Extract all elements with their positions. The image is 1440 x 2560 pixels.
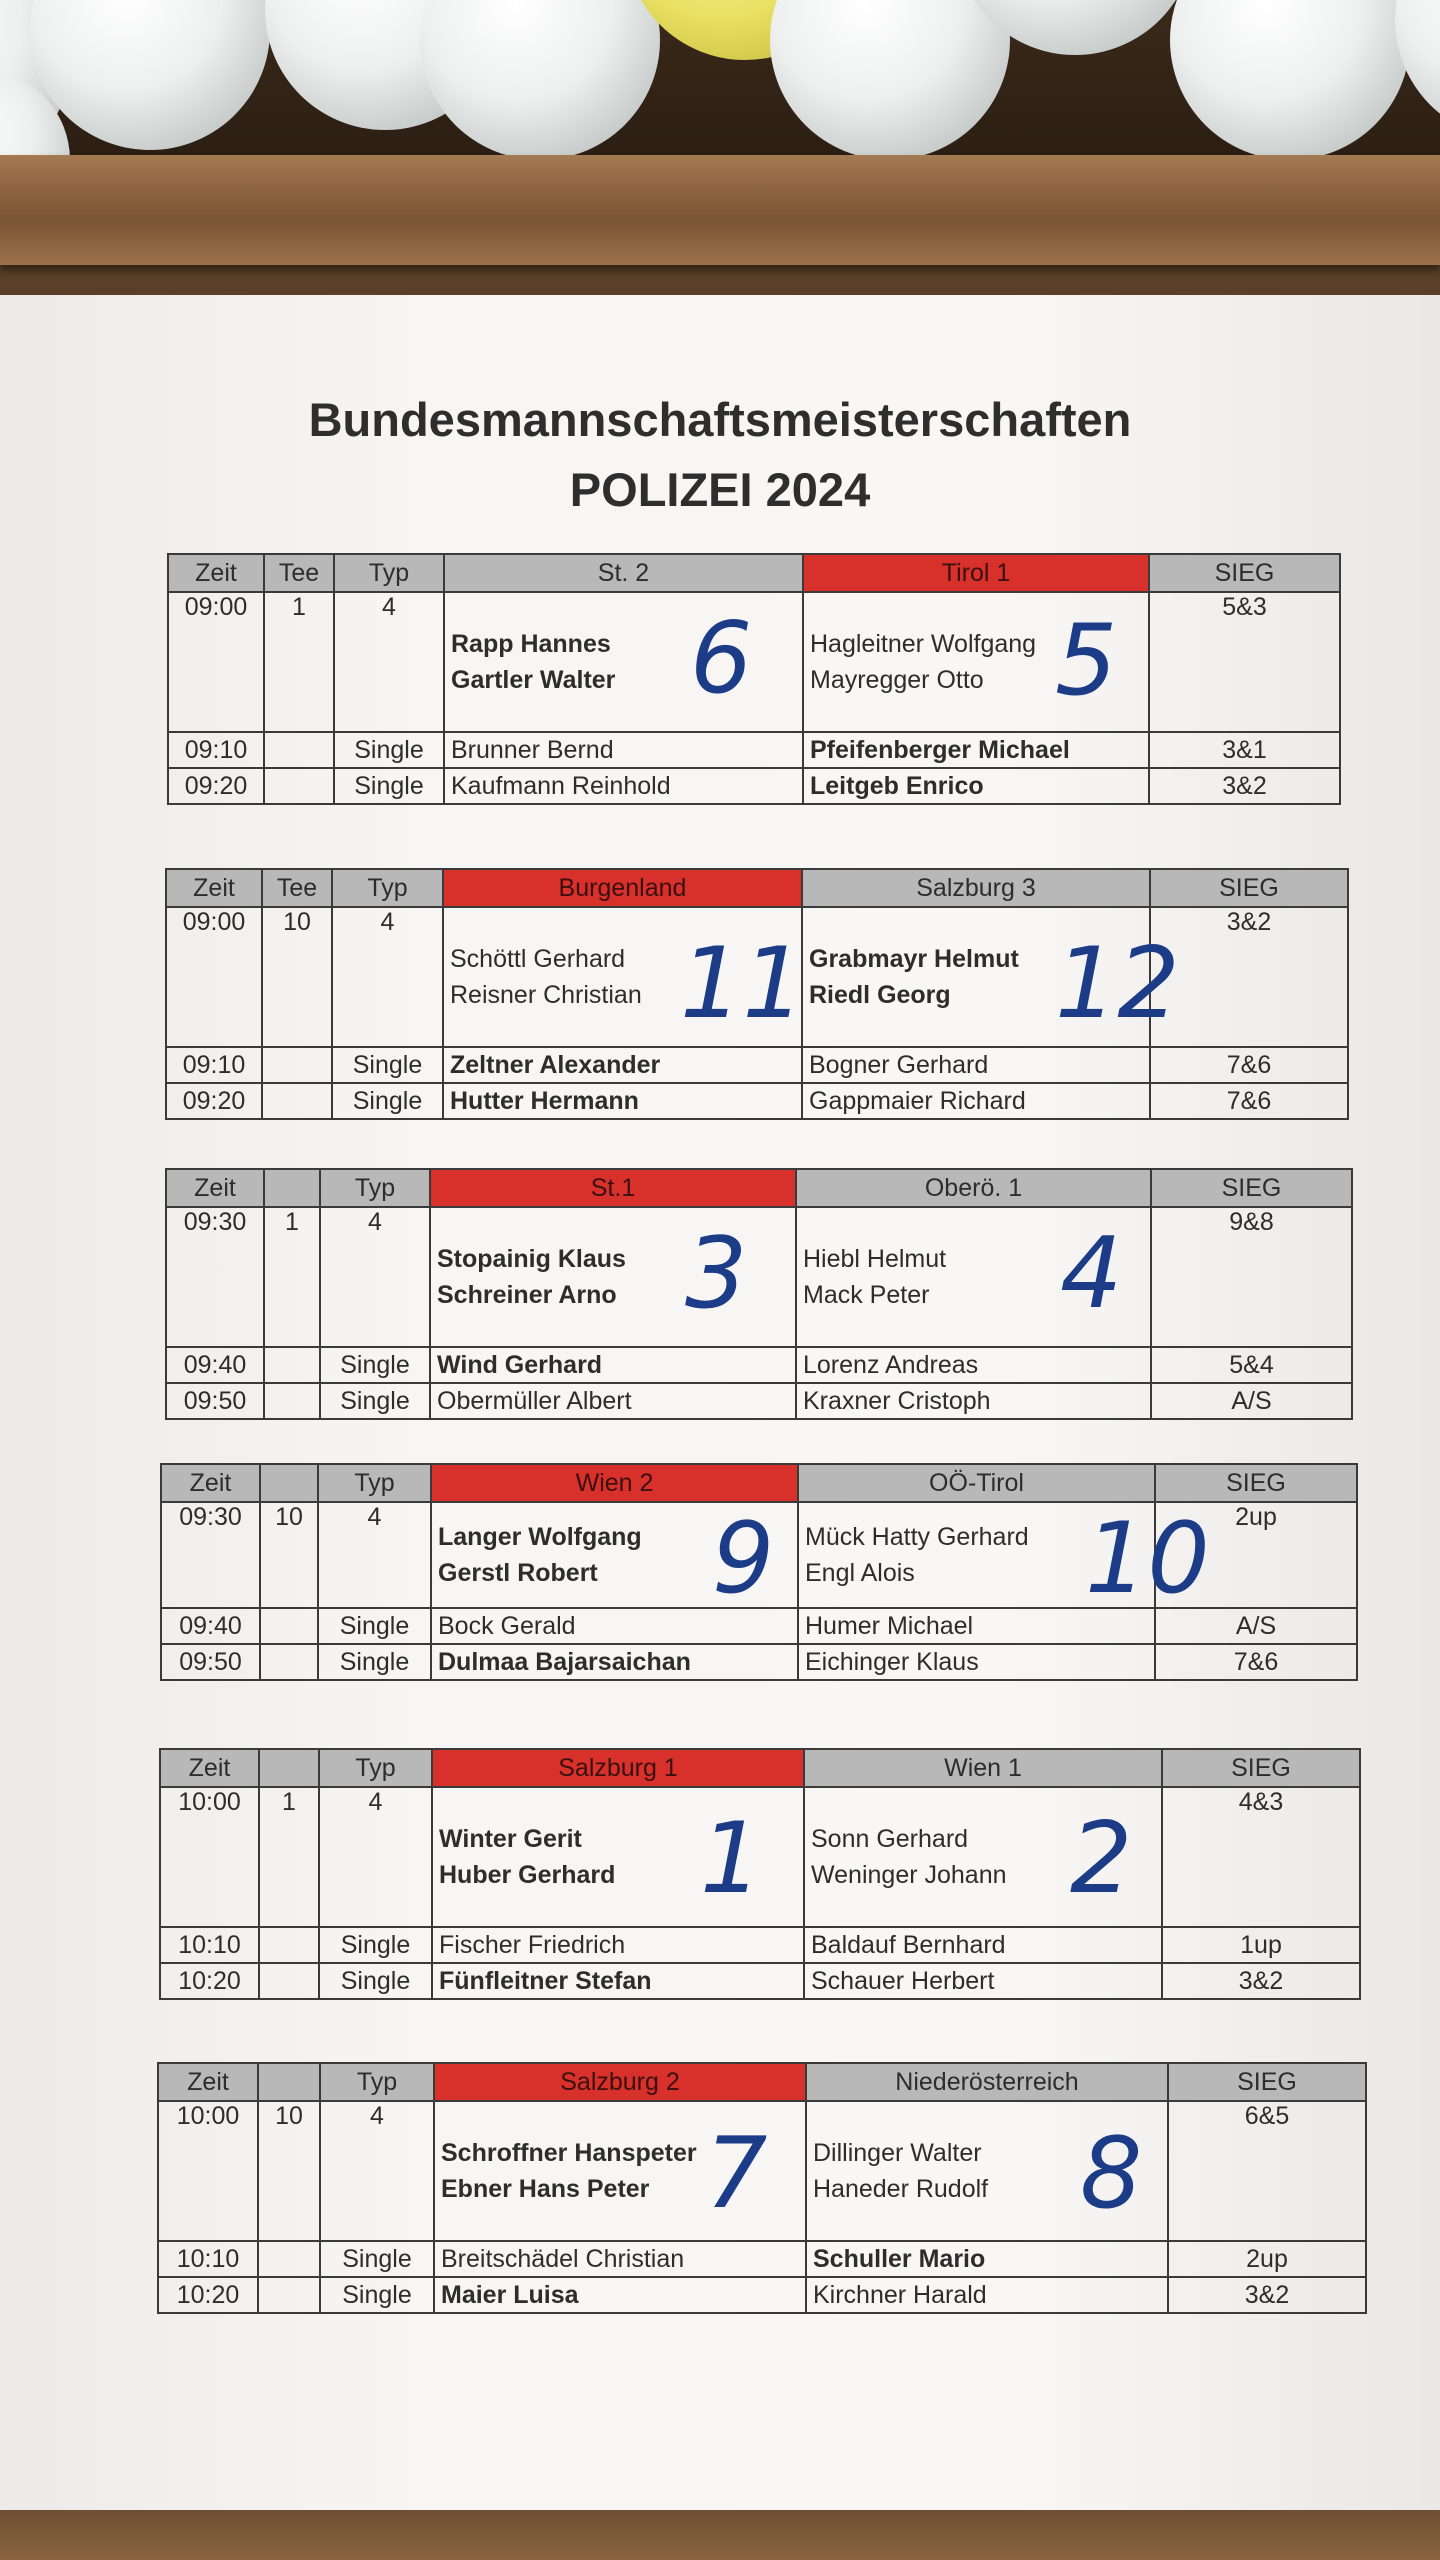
wooden-box-rail — [0, 155, 1440, 265]
golf-ball — [770, 0, 1010, 160]
header-typ: Typ — [332, 869, 443, 907]
sieg-cell: 3&1 — [1149, 732, 1340, 768]
zeit-cell: 09:00 — [168, 592, 264, 732]
team2-player-cell: Humer Michael — [798, 1608, 1155, 1644]
player-name: Haneder Rudolf — [813, 2175, 989, 2203]
team2-player-cell: Lorenz Andreas — [796, 1347, 1151, 1383]
tee-cell: 10 — [260, 1502, 318, 1608]
header-team2: OÖ-Tirol — [798, 1464, 1155, 1502]
tee-cell — [262, 1083, 332, 1119]
zeit-cell: 09:20 — [168, 768, 264, 804]
team1-player-cell: Wind Gerhard — [430, 1347, 796, 1383]
player-name: Weninger Johann — [811, 1861, 1007, 1889]
zeit-cell: 09:50 — [161, 1644, 260, 1680]
handwritten-number: 12 — [1055, 927, 1180, 1041]
header-row — [166, 1169, 1352, 1207]
team1-player-cell: Breitschädel Christian — [434, 2241, 806, 2277]
typ-cell: 4 — [334, 592, 444, 732]
typ-cell: Single — [332, 1083, 443, 1119]
header-team1: Salzburg 1 — [432, 1749, 804, 1787]
team2-player-cell: Eichinger Klaus — [798, 1644, 1155, 1680]
team1-player-cell: Fischer Friedrich — [432, 1927, 804, 1963]
header-zeit: Zeit — [160, 1749, 259, 1787]
team2-player-cell: Baldauf Bernhard — [804, 1927, 1162, 1963]
sieg-cell: 9&8 — [1151, 1207, 1352, 1347]
sieg-cell: 3&2 — [1150, 907, 1348, 1047]
single-row — [158, 2277, 1366, 2313]
single-row — [168, 768, 1340, 804]
tee-cell — [264, 1383, 320, 1419]
player-name: Mayregger Otto — [810, 666, 984, 694]
player-name: Mück Hatty Gerhard — [805, 1523, 1029, 1551]
tee-cell: 1 — [259, 1787, 319, 1927]
wooden-box-bottom — [0, 2505, 1440, 2560]
player-name: Riedl Georg — [809, 981, 951, 1009]
zeit-cell: 10:20 — [158, 2277, 258, 2313]
player-name: Schöttl Gerhard — [450, 945, 626, 973]
player-name: Dillinger Walter — [813, 2139, 982, 2167]
player-name: Grabmayr Helmut — [809, 945, 1019, 973]
player-name: Mack Peter — [803, 1281, 930, 1309]
single-row — [166, 1047, 1348, 1083]
header-row — [160, 1749, 1360, 1787]
zeit-cell: 09:30 — [161, 1502, 260, 1608]
header-row — [161, 1464, 1357, 1502]
single-row — [160, 1927, 1360, 1963]
tee-cell — [259, 1927, 319, 1963]
zeit-cell: 10:00 — [158, 2101, 258, 2241]
foursome-row — [166, 1207, 1352, 1347]
typ-cell: 4 — [320, 2101, 434, 2241]
header-sieg: SIEG — [1155, 1464, 1357, 1502]
typ-cell: 4 — [319, 1787, 432, 1927]
typ-cell: 4 — [332, 907, 443, 1047]
player-name: Sonn Gerhard — [811, 1825, 969, 1853]
team2-player-cell: Leitgeb Enrico — [803, 768, 1149, 804]
header-row — [166, 869, 1348, 907]
typ-cell: 4 — [318, 1502, 431, 1608]
handwritten-number: 8 — [1080, 2117, 1143, 2231]
zeit-cell: 09:40 — [166, 1347, 264, 1383]
header-typ: Typ — [320, 2063, 434, 2101]
sieg-cell: 3&2 — [1149, 768, 1340, 804]
header-sieg: SIEG — [1168, 2063, 1366, 2101]
header-team1: Wien 2 — [431, 1464, 798, 1502]
header-sieg: SIEG — [1162, 1749, 1360, 1787]
player-name: Winter Gerit — [439, 1825, 582, 1853]
header-tee — [258, 2063, 320, 2101]
tee-cell — [264, 732, 334, 768]
header-team1: Salzburg 2 — [434, 2063, 806, 2101]
zeit-cell: 09:40 — [161, 1608, 260, 1644]
tee-cell: 1 — [264, 1207, 320, 1347]
team2-player-cell: Kraxner Cristoph — [796, 1383, 1151, 1419]
header-team2: Salzburg 3 — [802, 869, 1150, 907]
tee-cell — [262, 1047, 332, 1083]
sieg-cell: 5&4 — [1151, 1347, 1352, 1383]
team2-player-cell: Gappmaier Richard — [802, 1083, 1150, 1119]
handwritten-number: 6 — [690, 602, 753, 716]
single-row — [166, 1083, 1348, 1119]
handwritten-number: 4 — [1060, 1217, 1123, 1331]
team1-player-cell: Dulmaa Bajarsaichan — [431, 1644, 798, 1680]
typ-cell: Single — [332, 1047, 443, 1083]
header-typ: Typ — [318, 1464, 431, 1502]
header-team2: Tirol 1 — [803, 554, 1149, 592]
sieg-cell: 1up — [1162, 1927, 1360, 1963]
tee-cell — [264, 1347, 320, 1383]
single-row — [166, 1383, 1352, 1419]
zeit-cell: 09:00 — [166, 907, 262, 1047]
player-name: Schreiner Arno — [437, 1281, 617, 1309]
player-name: Gerstl Robert — [438, 1559, 598, 1587]
team2-player-cell: Schuller Mario — [806, 2241, 1168, 2277]
team1-player-cell: Maier Luisa — [434, 2277, 806, 2313]
handwritten-number: 9 — [712, 1502, 775, 1616]
golf-ball — [30, 0, 270, 150]
player-name: Schroffner Hanspeter — [441, 2139, 697, 2167]
single-row — [160, 1963, 1360, 1999]
document-title: Bundesmannschaftsmeisterschaften — [308, 393, 1132, 446]
header-typ: Typ — [320, 1169, 430, 1207]
header-typ: Typ — [334, 554, 444, 592]
golf-ball — [1170, 0, 1410, 160]
header-team1: Burgenland — [443, 869, 802, 907]
tee-cell: 1 — [264, 592, 334, 732]
handwritten-number: 7 — [705, 2117, 768, 2231]
sieg-cell: 7&6 — [1150, 1047, 1348, 1083]
handwritten-number: 2 — [1070, 1802, 1133, 1916]
typ-cell: Single — [320, 2241, 434, 2277]
zeit-cell: 09:50 — [166, 1383, 264, 1419]
header-typ: Typ — [319, 1749, 432, 1787]
header-sieg: SIEG — [1149, 554, 1340, 592]
tee-cell — [258, 2277, 320, 2313]
header-zeit: Zeit — [166, 869, 262, 907]
sieg-cell: 3&2 — [1162, 1963, 1360, 1999]
zeit-cell: 10:10 — [160, 1927, 259, 1963]
typ-cell: Single — [334, 768, 444, 804]
header-sieg: SIEG — [1151, 1169, 1352, 1207]
team2-player-cell: Bogner Gerhard — [802, 1047, 1150, 1083]
handwritten-number: 1 — [700, 1802, 763, 1916]
team2-player-cell: Schauer Herbert — [804, 1963, 1162, 1999]
handwritten-number: 5 — [1055, 604, 1118, 718]
header-tee — [260, 1464, 318, 1502]
team2-player-cell: Pfeifenberger Michael — [803, 732, 1149, 768]
player-name: Ebner Hans Peter — [441, 2175, 650, 2203]
header-team2: Wien 1 — [804, 1749, 1162, 1787]
player-name: Rapp Hannes — [451, 630, 611, 658]
foursome-row — [168, 592, 1340, 732]
zeit-cell: 10:10 — [158, 2241, 258, 2277]
typ-cell: Single — [334, 732, 444, 768]
tee-cell — [259, 1963, 319, 1999]
header-row — [168, 554, 1340, 592]
match-table — [167, 553, 1341, 805]
tee-cell — [264, 768, 334, 804]
sieg-cell: A/S — [1155, 1608, 1357, 1644]
typ-cell: Single — [320, 1347, 430, 1383]
team1-player-cell: Kaufmann Reinhold — [444, 768, 803, 804]
team1-player-cell: Brunner Bernd — [444, 732, 803, 768]
player-name: Hagleitner Wolfgang — [810, 630, 1037, 658]
sieg-cell: 3&2 — [1168, 2277, 1366, 2313]
player-name: Huber Gerhard — [439, 1861, 616, 1889]
team1-player-cell: Hutter Hermann — [443, 1083, 802, 1119]
tee-cell — [260, 1644, 318, 1680]
sieg-cell: 7&6 — [1155, 1644, 1357, 1680]
header-team1: St.1 — [430, 1169, 796, 1207]
header-zeit: Zeit — [166, 1169, 264, 1207]
header-zeit: Zeit — [158, 2063, 258, 2101]
typ-cell: Single — [318, 1608, 431, 1644]
sieg-cell: 2up — [1168, 2241, 1366, 2277]
single-row — [168, 732, 1340, 768]
sieg-cell: 2up — [1155, 1502, 1357, 1608]
typ-cell: Single — [319, 1963, 432, 1999]
player-name: Reisner Christian — [450, 981, 642, 1009]
header-tee: Tee — [262, 869, 332, 907]
player-name: Engl Alois — [805, 1559, 915, 1587]
player-name: Hiebl Helmut — [803, 1245, 947, 1273]
player-name: Gartler Walter — [451, 666, 616, 694]
zeit-cell: 10:20 — [160, 1963, 259, 1999]
sieg-cell: 6&5 — [1168, 2101, 1366, 2241]
tee-cell: 10 — [258, 2101, 320, 2241]
single-row — [166, 1347, 1352, 1383]
team2-player-cell: Kirchner Harald — [806, 2277, 1168, 2313]
typ-cell: Single — [319, 1927, 432, 1963]
sieg-cell: 5&3 — [1149, 592, 1340, 732]
player-name: Stopainig Klaus — [437, 1245, 626, 1273]
golf-balls-photo — [0, 0, 1440, 170]
header-zeit: Zeit — [168, 554, 264, 592]
team1-player-cell: Obermüller Albert — [430, 1383, 796, 1419]
team1-player-cell: Fünfleitner Stefan — [432, 1963, 804, 1999]
tee-cell — [260, 1608, 318, 1644]
zeit-cell: 09:20 — [166, 1083, 262, 1119]
match-table — [165, 1168, 1353, 1420]
tee-cell: 10 — [262, 907, 332, 1047]
header-tee — [264, 1169, 320, 1207]
sieg-cell: 4&3 — [1162, 1787, 1360, 1927]
single-row — [158, 2241, 1366, 2277]
header-tee — [259, 1749, 319, 1787]
header-sieg: SIEG — [1150, 869, 1348, 907]
zeit-cell: 09:10 — [166, 1047, 262, 1083]
typ-cell: 4 — [320, 1207, 430, 1347]
header-team1: St. 2 — [444, 554, 803, 592]
zeit-cell: 10:00 — [160, 1787, 259, 1927]
sieg-cell: 7&6 — [1150, 1083, 1348, 1119]
handwritten-number: 11 — [680, 927, 805, 1041]
typ-cell: Single — [318, 1644, 431, 1680]
player-name: Langer Wolfgang — [438, 1523, 642, 1551]
header-zeit: Zeit — [161, 1464, 260, 1502]
golf-ball — [420, 0, 660, 160]
zeit-cell: 09:30 — [166, 1207, 264, 1347]
typ-cell: Single — [320, 2277, 434, 2313]
header-tee: Tee — [264, 554, 334, 592]
team1-player-cell: Bock Gerald — [431, 1608, 798, 1644]
header-row — [158, 2063, 1366, 2101]
typ-cell: Single — [320, 1383, 430, 1419]
handwritten-number: 3 — [685, 1217, 748, 1331]
zeit-cell: 09:10 — [168, 732, 264, 768]
header-team2: Niederösterreich — [806, 2063, 1168, 2101]
handwritten-number: 10 — [1085, 1502, 1210, 1616]
single-row — [161, 1644, 1357, 1680]
document-subtitle: POLIZEI 2024 — [569, 463, 871, 516]
header-team2: Oberö. 1 — [796, 1169, 1151, 1207]
team1-player-cell: Zeltner Alexander — [443, 1047, 802, 1083]
sieg-cell: A/S — [1151, 1383, 1352, 1419]
tee-cell — [258, 2241, 320, 2277]
